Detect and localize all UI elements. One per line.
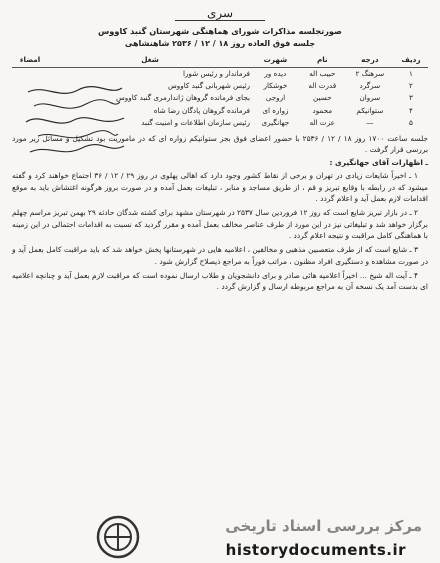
header-role: شغل: [48, 53, 252, 67]
attendee-first: حبیب اله: [309, 69, 336, 79]
attendee-row: [12, 104, 428, 116]
attendee-last: دیده ور: [264, 69, 287, 79]
attendee-last: جهانگیری: [261, 117, 290, 127]
attendee-last: زواره ای: [262, 105, 289, 115]
attendee-signature: [12, 92, 48, 104]
attendees-header-row: [12, 53, 428, 67]
attendee-role: رئیس شهربانی گنبد کاووس: [167, 81, 250, 91]
attendee-rank: سرگرد: [359, 81, 381, 91]
attendee-first: قدرت اله: [308, 81, 337, 91]
attendee-rank: —: [366, 117, 374, 127]
attendee-num: ۱: [409, 69, 413, 79]
attendee-role: رئیس سازمان اطلاعات و امنیت گنبد: [141, 117, 250, 127]
attendee-row: [12, 116, 428, 128]
attendee-role: فرماندار و رئیس شورا: [182, 69, 250, 79]
attendee-signature: [12, 104, 48, 116]
document-title: صورتجلسه مذاکرات شورای هماهنگی شهرستان گنبد کاووس: [98, 26, 342, 37]
attendee-role: بجای فرمانده گروهان ژاندارمری گنبد کاووس: [115, 93, 250, 103]
header-signature: امضاء: [12, 53, 48, 67]
paragraph-2: ۲ ـ در بازار تبریز شایع است که روز ۱۲ فروردین سال ۲۵۳۷ در شهرستان مشهد برای کشته شدگان حادثه ۲۹ بهمن تبریز مراسم چهلم برگزار خواهد شد و تبلیغاتی نیز در این مورد از طرف عناصر مخالف بعمل آمده و مقرر گردید که نسبت به اقدامات احتمالی در این زمینه با هماهنگی کامل مراقبت و نتیجه اعلام گردد .: [12, 208, 428, 240]
header-num: ردیف: [394, 53, 428, 67]
session-line: جلسه فوق العاده روز ۱۸ / ۱۲ / ۲۵۳۶ شاهنشاهی: [124, 39, 316, 49]
statements-heading: ـ اظهارات آقای جهانگیری :: [329, 158, 428, 168]
attendee-first: حسین: [313, 93, 332, 103]
archive-name: مرکز بررسی اسناد تاریخی: [225, 517, 422, 535]
attendee-row: [12, 67, 428, 80]
attendee-num: ۴: [409, 105, 413, 115]
header-rank: درجه: [346, 53, 394, 67]
attendee-signature: [12, 116, 48, 128]
attendee-row: [12, 92, 428, 104]
attendee-rank: سروان: [359, 93, 381, 103]
attendees-table: [12, 53, 428, 128]
attendee-first: محمود: [312, 105, 333, 115]
archive-watermark: [96, 513, 426, 563]
archive-logo-icon: [96, 515, 140, 559]
attendee-rank: ستوانیکم: [356, 105, 384, 115]
attendee-signature: [12, 80, 48, 92]
attendee-first: عزت اله: [309, 117, 335, 127]
document-body: [12, 6, 428, 292]
paragraph-1: ۱ ـ اخیراً شایعات زیادی در تهران و برخی از نقاط کشور وجود دارد که اهالی پهلوی در روز ۲۹ / ۱۲ / ۳۶ اجتماع خواهند کرد و گفته میشود که در رابطه با وقایع تبریز و قم ، از طریق مساجد و منابر ، تبلیغات بعمل آمده و در صورت بروز هرگونه اغتشاش باید به موقع اقدامات لازم بعمل آید و اعلام گردد .: [12, 171, 428, 204]
attendee-num: ۲: [409, 81, 413, 91]
attendee-signature: [12, 67, 48, 80]
header-last-name: شهرت: [252, 53, 299, 67]
attendee-row: [12, 80, 428, 92]
attendee-last: اروجی: [265, 93, 286, 103]
attendee-role: فرمانده گروهان پادگان رضا شاه: [153, 105, 250, 115]
paragraph-3: ۳ ـ شایع است که از طرف متعصبین مذهبی و مخالفین ، اعلامیه هایی در شهرستانها پخش خواهد شد که باید مراقبت کامل بعمل آید و در صورت مشاهده و دستگیری افراد مظنون ، مراتب فوراً به مراجع ذیصلاح گزارش شود .: [12, 245, 428, 266]
paragraph-4: ۴ ـ آیت اله شیخ ... اخیراً اعلامیه هائی صادر و برای دانشجویان و طلاب ارسال نموده است که مراقبت لازم بعمل آید و چنانچه اعلامیه ای بدست آمد یک نسخه آن به مراجع مربوطه ارسال و گزارش گردد .: [12, 270, 428, 292]
attendee-last: خوشکار: [263, 81, 288, 91]
attendee-rank: سرهنگ ۲: [355, 69, 385, 79]
archive-website: historydocuments.ir: [225, 541, 406, 559]
classification-stamp: سری: [175, 8, 265, 21]
header-first-name: نام: [299, 53, 346, 67]
session-intro: جلسه ساعت ۱۷۰۰ روز ۱۸ / ۱۲ / ۲۵۳۶ با حضور اعضای فوق بجز ستوانیکم زواره ای که در ماموریت بود تشکیل و مسائل زیر مورد بررسی قرار گرفت .: [12, 133, 428, 154]
attendee-num: ۵: [409, 117, 413, 127]
attendee-num: ۳: [409, 93, 413, 103]
